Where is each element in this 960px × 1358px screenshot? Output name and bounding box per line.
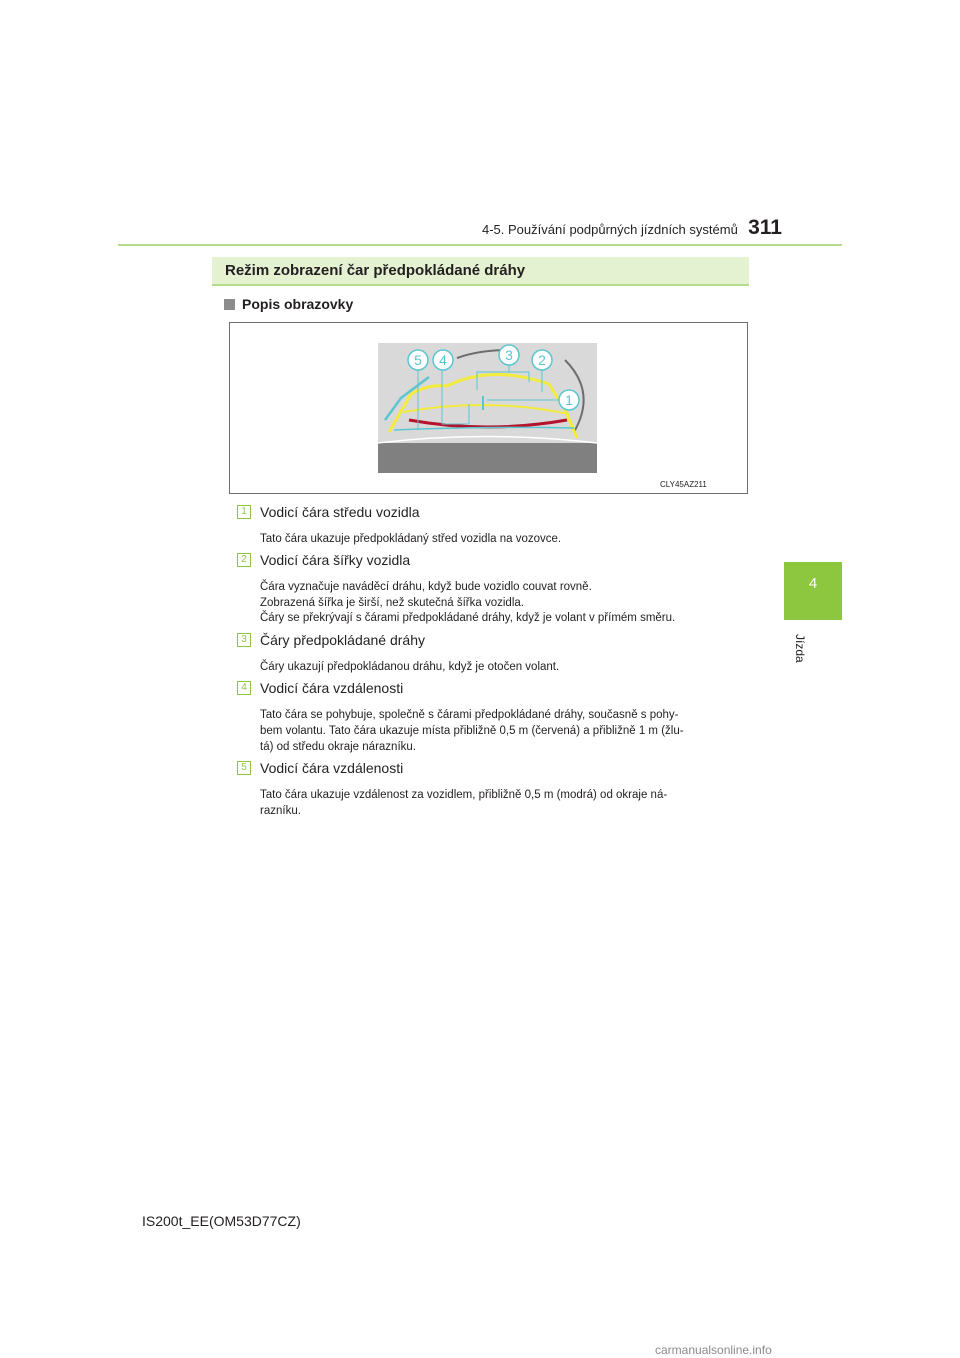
item-description: bem volantu. Tato čára ukazuje místa přibližně 0,5 m (červená) a přibližně 1 m (žlu- (260, 725, 684, 737)
chapter-number: 4 (808, 575, 818, 592)
subheading-text: Popis obrazovky (242, 296, 354, 312)
callout-5-label: 5 (414, 352, 422, 368)
item-description: Tato čára se pohybuje, společně s čárami předpokládané dráhy, současně s pohy- (260, 709, 679, 721)
page-heading: Režim zobrazení čar předpokládané dráhy (225, 262, 526, 279)
callout-1-label: 1 (565, 392, 573, 408)
item-number-box: 1 (237, 505, 251, 519)
camera-screen-figure (229, 322, 748, 494)
item-description: Tato čára ukazuje vzdálenost za vozidlem, přibližně 0,5 m (modrá) od okraje ná- (260, 789, 668, 801)
item-description: Zobrazená šířka je širší, než skutečná šířka vozidla. (260, 597, 524, 609)
footer-model-code: IS200t_EE(OM53D77CZ) (142, 1213, 301, 1229)
item-title: Vodicí čára vzdálenosti (260, 760, 404, 776)
item-number-box: 5 (237, 761, 251, 775)
item-description: Čáry ukazují předpokládanou dráhu, když je otočen volant. (260, 661, 560, 673)
item-number-box: 4 (237, 681, 251, 695)
item-description: Tato čára ukazuje předpokládaný střed vozidla na vozovce. (260, 533, 562, 545)
item-description: tá) od středu okraje nárazníku. (260, 741, 416, 753)
item-title: Vodicí čára středu vozidla (260, 504, 420, 520)
watermark-link[interactable]: carmanualsonline.info (655, 1343, 772, 1357)
item-description: Čáry se překrývají s čárami předpokládané dráhy, když je volant v přímém směru. (260, 612, 676, 624)
square-bullet-icon (224, 299, 235, 310)
subheading (224, 296, 353, 312)
section-title: 4-5. Používání podpůrných jízdních systémů (482, 222, 738, 237)
figure-code: CLY45AZ211 (660, 480, 707, 489)
item-description: razníku. (260, 805, 301, 817)
camera-bumper-area (378, 443, 597, 473)
item-title: Čáry předpokládané dráhy (260, 632, 425, 648)
callout-2-label: 2 (538, 352, 546, 368)
item-number-box: 3 (237, 633, 251, 647)
page-number: 311 (748, 216, 782, 239)
item-description: Čára vyznačuje naváděcí dráhu, když bude vozidlo couvat rovně. (260, 581, 592, 593)
callout-3-label: 3 (505, 347, 513, 363)
header-divider (118, 244, 842, 246)
callout-4-label: 4 (439, 352, 447, 368)
chapter-label: Jízda (793, 634, 807, 663)
item-title: Vodicí čára šířky vozidla (260, 552, 411, 568)
item-title: Vodicí čára vzdálenosti (260, 680, 404, 696)
item-number-box: 2 (237, 553, 251, 567)
